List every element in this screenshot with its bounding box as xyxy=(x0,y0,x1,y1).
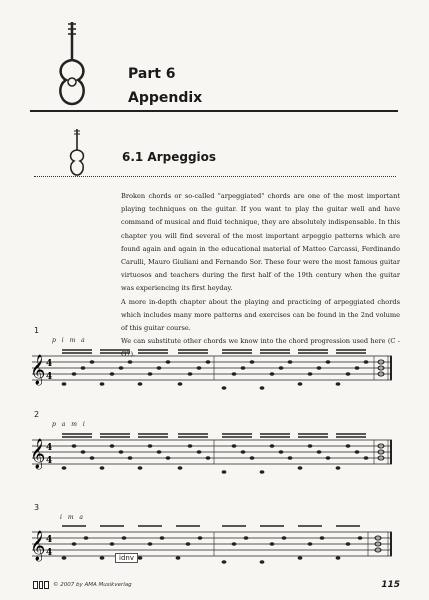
fingering-label: i m a xyxy=(60,514,85,521)
paragraph-intro: Broken chords or so-called "arpeggiated" chords are one of the most important playing techniques on the guitar. If you want to play the guitar well and have command of musical and fluid technique, they are absolutely indispensable. In this chapter you will find several of the most important arpeggio patterns which are found again and again in the educational material of Matteo Carcassi, Ferdinando Carulli, Mauro Giuliani and Fernando Sor. These four were the most famous guitar virtuosos and teachers during the first half of the 19th century when the guitar was experiencing its first heyday. xyxy=(121,192,400,293)
body-text xyxy=(121,190,400,362)
svg-text:𝄞: 𝄞 xyxy=(30,439,46,469)
time-signature-top: 4 xyxy=(46,443,53,453)
svg-text:𝄞: 𝄞 xyxy=(30,531,46,561)
heading-rule xyxy=(30,110,398,112)
overlay-label: idnv xyxy=(115,553,138,563)
fingering-label: p a m i xyxy=(52,421,87,428)
time-signature-bottom: 4 xyxy=(46,456,53,466)
copyright-text: © 2007 by AMA Musikverlag xyxy=(53,582,132,588)
part-subtitle: Appendix xyxy=(128,90,203,106)
fingering-label: p i m a xyxy=(52,337,87,344)
music-staff xyxy=(22,522,402,568)
part-title: Part 6 xyxy=(128,66,176,82)
time-signature-top: 4 xyxy=(46,359,53,369)
system-number: 1 xyxy=(34,326,40,335)
system-number: 3 xyxy=(34,503,40,512)
music-staff xyxy=(22,430,402,476)
paragraph-more: A more in-depth chapter about the playing and practicing of arpeggiated chords which includes many more patterns and exercises can be found in the 2nd volume of this guitar course. xyxy=(121,297,400,333)
svg-text:𝄞: 𝄞 xyxy=(30,355,46,385)
publisher-logo xyxy=(33,581,50,589)
music-staff xyxy=(22,346,402,392)
system-number: 2 xyxy=(34,410,40,419)
time-signature-bottom: 4 xyxy=(46,548,53,558)
section-divider xyxy=(34,176,396,177)
guitar-icon xyxy=(52,20,92,108)
time-signature-top: 4 xyxy=(46,535,53,545)
paragraph-substitute: We can substitute other chords we know into the chord progression used here (C - G7). xyxy=(121,337,400,359)
time-signature-bottom: 4 xyxy=(46,372,53,382)
guitar-small-icon xyxy=(66,128,88,178)
page-number: 115 xyxy=(381,580,400,590)
section-title: 6.1 Arpeggios xyxy=(122,150,217,164)
